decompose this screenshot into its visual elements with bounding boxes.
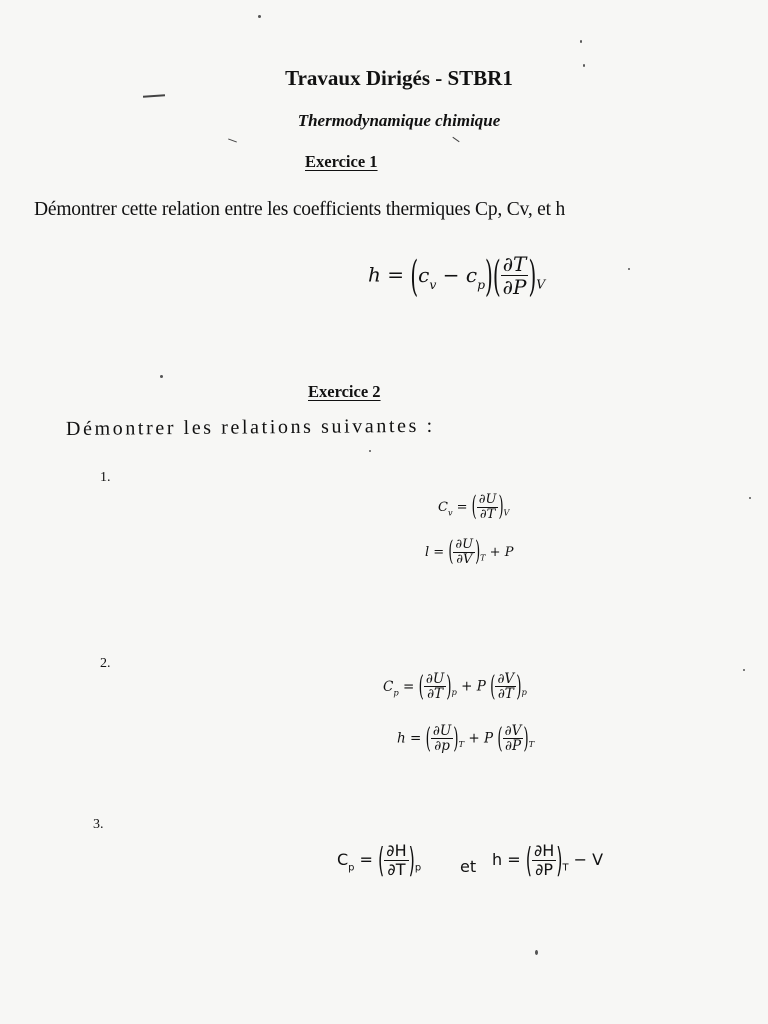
scan-speck: [580, 40, 582, 43]
exercise-1-equation: $h = (c_v - c_p)$( $\frac{\partial T}{\partial P}$ )$_V$: [368, 250, 546, 302]
scan-mark: [143, 94, 165, 98]
item-2-equation-h: h = ( $\frac{\partial U}{\partial p}$ )$_T + P$ ( $\frac{\partial V}{\partial P}$ )$_T$: [397, 722, 535, 756]
item-3-number: 3.: [93, 817, 104, 832]
item-3-connector: et: [460, 857, 477, 876]
document-subtitle: Thermodynamique chimique: [297, 111, 501, 130]
item-3-equation-h: h = ( $\frac{\partial H}{\partial P}$ )$_T - V$: [492, 840, 604, 881]
item-2-number: 2.: [100, 656, 111, 671]
scan-mark: [228, 138, 237, 142]
scan-speck: [743, 669, 745, 671]
exercise-2-heading: Exercice 2: [308, 382, 381, 401]
item-1-number: 1.: [100, 470, 111, 485]
exercise-2-statement: Démontrer les relations suivantes :: [65, 414, 435, 440]
item-1-equation-cv: $C_v$ = ( $\frac{\partial U}{\partial T}$ )$_V$: [438, 491, 510, 524]
scan-speck: [160, 375, 163, 378]
scan-speck: [628, 268, 630, 270]
scan-speck: [258, 15, 261, 18]
document-title: Travaux Dirigés - STBR1: [285, 66, 513, 90]
exercise-1-heading: Exercice 1: [305, 152, 378, 171]
item-1-equation-l: l = ( $\frac{\partial U}{\partial V}$ )$_T + P$: [425, 536, 514, 569]
scan-speck: [369, 450, 371, 452]
scan-mark: [452, 137, 459, 142]
item-3-equation-cp: $C_p$ = ( $\frac{\partial H}{\partial T}$ )$_p$: [337, 840, 422, 881]
scan-speck: [749, 497, 751, 499]
scan-speck: [535, 950, 538, 955]
item-2-equation-cp: $C_p$ = ( $\frac{\partial U}{\partial T}$ )$_p + P$ ( $\frac{\partial V}{\partial T}$ )$_p$: [383, 670, 527, 704]
scan-speck: [583, 64, 585, 67]
exercise-1-statement: Démontrer cette relation entre les coefficients thermiques Cp, Cv, et h: [34, 199, 566, 220]
